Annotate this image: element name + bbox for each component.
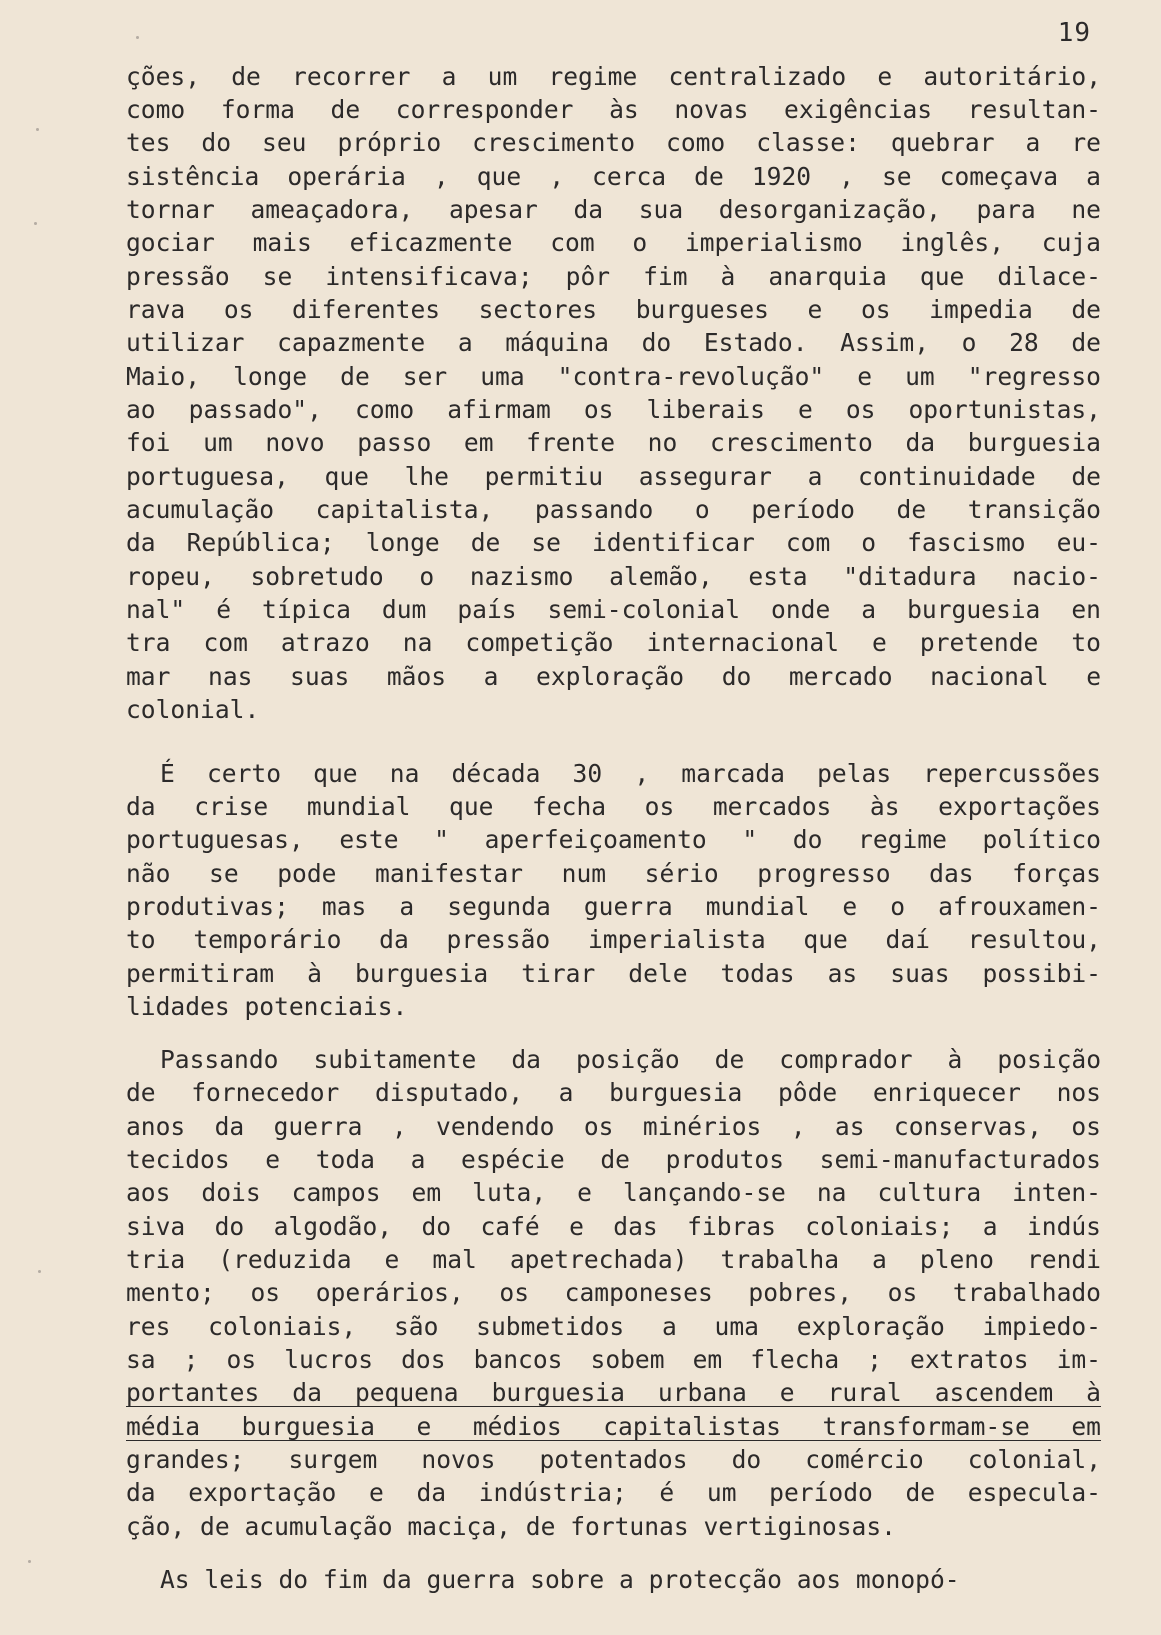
text-line: tecidos e toda a espécie de produtos semi-manufacturados	[126, 1145, 1101, 1174]
text-line: As leis do fim da guerra sobre a protecção aos monopó-	[160, 1565, 960, 1594]
text-line: ção, de acumulação maciça, de fortunas vertiginosas.	[126, 1512, 896, 1541]
paper-speck	[36, 128, 39, 131]
text-line: ropeu, sobretudo o nazismo alemão, esta "ditadura nacio-	[126, 562, 1101, 591]
text-line: foi um novo passo em frente no crescimento da burguesia	[126, 428, 1101, 457]
text-line: anos da guerra , vendendo os minérios , as conservas, os	[126, 1112, 1101, 1141]
text-line: portuguesas, este " aperfeiçoamento " do regime político	[126, 825, 1101, 854]
paper-speck	[34, 222, 37, 225]
text-line: mento; os operários, os camponeses pobres, os trabalhado	[126, 1278, 1101, 1307]
text-line: permitiram à burguesia tirar dele todas as suas possibi-	[126, 959, 1101, 988]
text-line: res coloniais, são submetidos a uma exploração impiedo-	[126, 1312, 1101, 1341]
text-line: acumulação capitalista, passando o período de transição	[126, 495, 1101, 524]
underlined-text-line: portantes da pequena burguesia urbana e rural ascendem à	[126, 1378, 1101, 1407]
text-line: lidades potenciais.	[126, 992, 408, 1021]
text-line: tes do seu próprio crescimento como classe: quebrar a re	[126, 128, 1101, 157]
text-line: utilizar capazmente a máquina do Estado. Assim, o 28 de	[126, 328, 1101, 357]
text-line: ções, de recorrer a um regime centralizado e autoritário,	[126, 62, 1101, 91]
paper-speck	[136, 36, 139, 39]
text-line: produtivas; mas a segunda guerra mundial e o afrouxamen-	[126, 892, 1101, 921]
text-line: tornar ameaçadora, apesar da sua desorganização, para ne	[126, 195, 1101, 224]
text-line: da crise mundial que fecha os mercados às exportações	[126, 792, 1101, 821]
text-line: grandes; surgem novos potentados do comércio colonial,	[126, 1445, 1101, 1474]
text-line: Passando subitamente da posição de comprador à posição	[160, 1045, 1101, 1074]
underlined-text-line: média burguesia e médios capitalistas transformam-se em	[126, 1412, 1101, 1441]
text-line: tra com atrazo na competição internacional e pretende to	[126, 628, 1101, 657]
text-line: aos dois campos em luta, e lançando-se na cultura inten-	[126, 1178, 1101, 1207]
text-line: sa ; os lucros dos bancos sobem em flecha ; extratos im-	[126, 1345, 1101, 1374]
paper-speck	[38, 1270, 41, 1273]
text-line: Maio, longe de ser uma "contra-revolução" e um "regresso	[126, 362, 1101, 391]
text-line: pressão se intensificava; pôr fim à anarquia que dilace-	[126, 262, 1101, 291]
text-line: gociar mais eficazmente com o imperialismo inglês, cuja	[126, 228, 1101, 257]
text-line: to temporário da pressão imperialista que daí resultou,	[126, 925, 1101, 954]
text-line: colonial.	[126, 695, 260, 724]
text-line: como forma de corresponder às novas exigências resultan-	[126, 95, 1101, 124]
text-line: portuguesa, que lhe permitiu assegurar a continuidade de	[126, 462, 1101, 491]
page-number: 19	[1057, 18, 1091, 48]
text-line: da República; longe de se identificar com o fascismo eu-	[126, 528, 1101, 557]
text-line: sistência operária , que , cerca de 1920 , se começava a	[126, 162, 1101, 191]
paper-speck	[28, 1560, 31, 1563]
text-line: ao passado", como afirmam os liberais e os oportunistas,	[126, 395, 1101, 424]
text-line: não se pode manifestar num sério progresso das forças	[126, 859, 1101, 888]
text-line: da exportação e da indústria; é um período de especula-	[126, 1478, 1101, 1507]
text-line: tria (reduzida e mal apetrechada) trabalha a pleno rendi	[126, 1245, 1101, 1274]
text-line: rava os diferentes sectores burgueses e os impedia de	[126, 295, 1101, 324]
text-line: siva do algodão, do café e das fibras coloniais; a indús	[126, 1212, 1101, 1241]
text-line: de fornecedor disputado, a burguesia pôde enriquecer nos	[126, 1078, 1101, 1107]
text-line: É certo que na década 30 , marcada pelas repercussões	[160, 759, 1101, 788]
text-line: nal" é típica dum país semi-colonial onde a burguesia en	[126, 595, 1101, 624]
text-line: mar nas suas mãos a exploração do mercado nacional e	[126, 662, 1101, 691]
